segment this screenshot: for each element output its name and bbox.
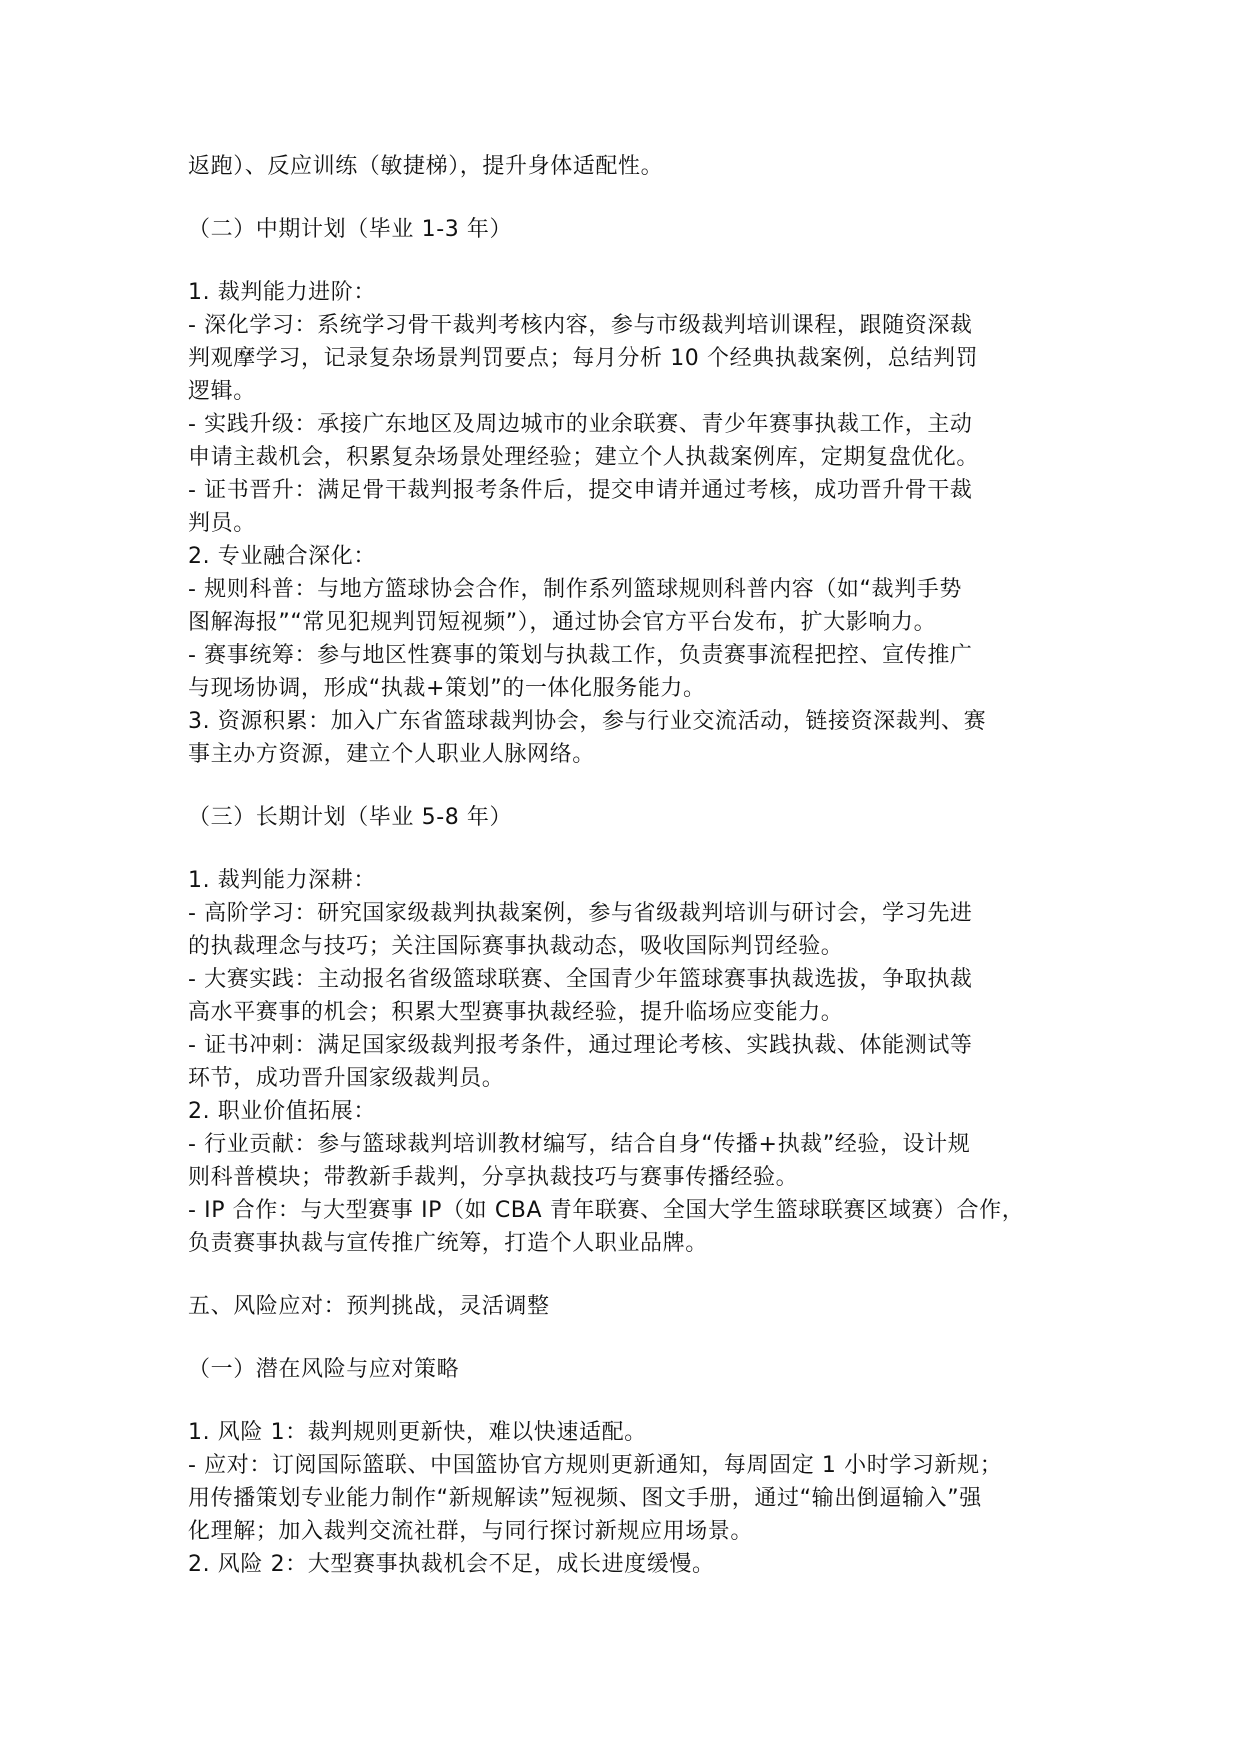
paragraph-line: - 应对：订阅国际篮联、中国篮协官方规则更新通知，每周固定 1 小时学习新规；	[188, 1453, 1003, 1478]
section-heading: （一）潜在风险与应对策略	[188, 1357, 460, 1382]
paragraph-gap	[188, 1260, 1058, 1290]
paragraph-line: 的执裁理念与技巧；关注国际赛事执裁动态，吸收国际判罚经验。	[188, 934, 844, 959]
paragraph-line: 图解海报”“常见犯规判罚短视频”），通过协会官方平台发布，扩大影响力。	[188, 610, 937, 635]
paragraph-line: 则科普模块；带教新手裁判，分享执裁技巧与赛事传播经验。	[188, 1165, 799, 1190]
paragraph-line: 申请主裁机会，积累复杂场景处理经验；建立个人执裁案例库，定期复盘优化。	[188, 445, 980, 470]
paragraph-line: - 规则科普：与地方篮球协会合作，制作系列篮球规则科普内容（如“裁判手势	[188, 577, 962, 602]
paragraph-line: 与现场协调，形成“执裁+策划”的一体化服务能力。	[188, 676, 706, 701]
list-heading: 2. 专业融合深化：	[188, 544, 376, 569]
paragraph-line: - 高阶学习：研究国家级裁判执裁案例，参与省级裁判培训与研讨会，学习先进	[188, 901, 973, 926]
list-heading: 2. 职业价值拓展：	[188, 1099, 376, 1124]
paragraph-line: 判观摩学习，记录复杂场景判罚要点；每月分析 10 个经典执裁案例，总结判罚	[188, 346, 979, 371]
paragraph-line: 3. 资源积累：加入广东省篮球裁判协会，参与行业交流活动，链接资深裁判、赛	[188, 709, 987, 734]
paragraph-line: - 行业贡献：参与篮球裁判培训教材编写，结合自身“传播+执裁”经验，设计规	[188, 1132, 971, 1157]
paragraph-line: 用传播策划专业能力制作“新规解读”短视频、图文手册，通过“输出倒逼输入”强	[188, 1486, 982, 1511]
list-heading: 1. 裁判能力进阶：	[188, 280, 376, 305]
paragraph-gap	[188, 1323, 1058, 1353]
paragraph-line: - 赛事统筹：参与地区性赛事的策划与执裁工作，负责赛事流程把控、宣传推广	[188, 643, 973, 668]
paragraph-gap	[188, 183, 1058, 213]
paragraph-line: - 大赛实践：主动报名省级篮球联赛、全国青少年篮球赛事执裁选拔，争取执裁	[188, 967, 973, 992]
paragraph-gap	[188, 1386, 1058, 1416]
paragraph-line: - IP 合作：与大型赛事 IP（如 CBA 青年联赛、全国大学生篮球联赛区域赛）合作，	[188, 1198, 1025, 1223]
paragraph-line: 判员。	[188, 511, 256, 536]
section-heading: （三）长期计划（毕业 5-8 年）	[188, 805, 513, 830]
list-heading: 1. 风险 1：裁判规则更新快，难以快速适配。	[188, 1420, 647, 1445]
section-heading: （二）中期计划（毕业 1-3 年）	[188, 217, 513, 242]
paragraph-line: - 实践升级：承接广东地区及周边城市的业余联赛、青少年赛事执裁工作，主动	[188, 412, 973, 437]
list-heading: 1. 裁判能力深耕：	[188, 868, 376, 893]
paragraph-line: 负责赛事执裁与宣传推广统筹，打造个人职业品牌。	[188, 1231, 708, 1256]
paragraph-line: 环节，成功晋升国家级裁判员。	[188, 1066, 505, 1091]
paragraph-line: - 证书冲刺：满足国家级裁判报考条件，通过理论考核、实践执裁、体能测试等	[188, 1033, 973, 1058]
paragraph-line: - 证书晋升：满足骨干裁判报考条件后，提交申请并通过考核，成功晋升骨干裁	[188, 478, 973, 503]
paragraph-gap	[188, 771, 1058, 801]
chapter-heading: 五、风险应对：预判挑战，灵活调整	[188, 1294, 550, 1319]
paragraph-line: 返跑）、反应训练（敏捷梯），提升身体适配性。	[188, 154, 664, 179]
paragraph-line: 逻辑。	[188, 379, 256, 404]
document-body	[188, 150, 1058, 1581]
list-heading: 2. 风险 2：大型赛事执裁机会不足，成长进度缓慢。	[188, 1552, 715, 1577]
paragraph-gap	[188, 246, 1058, 276]
paragraph-line: - 深化学习：系统学习骨干裁判考核内容，参与市级裁判培训课程，跟随资深裁	[188, 313, 973, 338]
paragraph-line: 高水平赛事的机会；积累大型赛事执裁经验，提升临场应变能力。	[188, 1000, 844, 1025]
paragraph-line: 事主办方资源，建立个人职业人脉网络。	[188, 742, 595, 767]
paragraph-gap	[188, 834, 1058, 864]
paragraph-line: 化理解；加入裁判交流社群，与同行探讨新规应用场景。	[188, 1519, 754, 1544]
